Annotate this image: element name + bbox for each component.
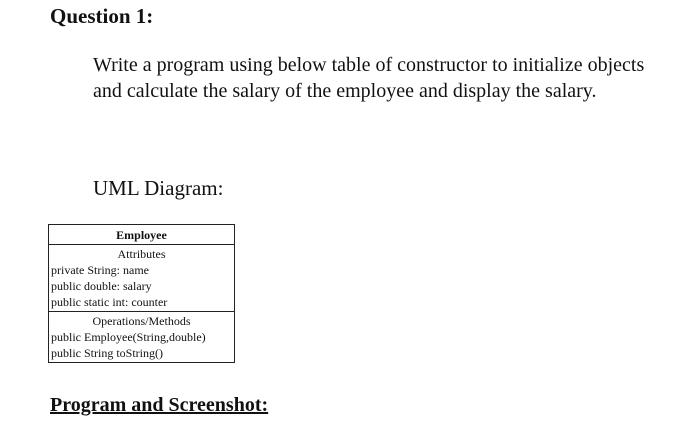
uml-diagram-label: UML Diagram: — [93, 176, 224, 200]
program-screenshot-heading: Program and Screenshot: — [50, 394, 269, 416]
uml-methods-section — [49, 312, 234, 362]
uml-methods-title: Operations/Methods — [92, 314, 191, 328]
uml-attribute: public static int: counter — [51, 295, 168, 309]
uml-attributes-title: Attributes — [117, 247, 166, 261]
question-title: Question 1: — [50, 4, 154, 28]
uml-method: public String toString() — [51, 346, 163, 360]
uml-class-name: Employee — [49, 225, 234, 245]
uml-attributes-section — [49, 245, 234, 312]
uml-attribute: private String: name — [51, 263, 149, 277]
uml-attribute: public double: salary — [51, 279, 152, 293]
uml-class-diagram — [48, 224, 235, 363]
question-instructions: Write a program using below table of constructor to initialize objects and calculate the salary of the employee and display the salary. — [93, 54, 645, 102]
uml-method: public Employee(String,double) — [51, 330, 206, 344]
